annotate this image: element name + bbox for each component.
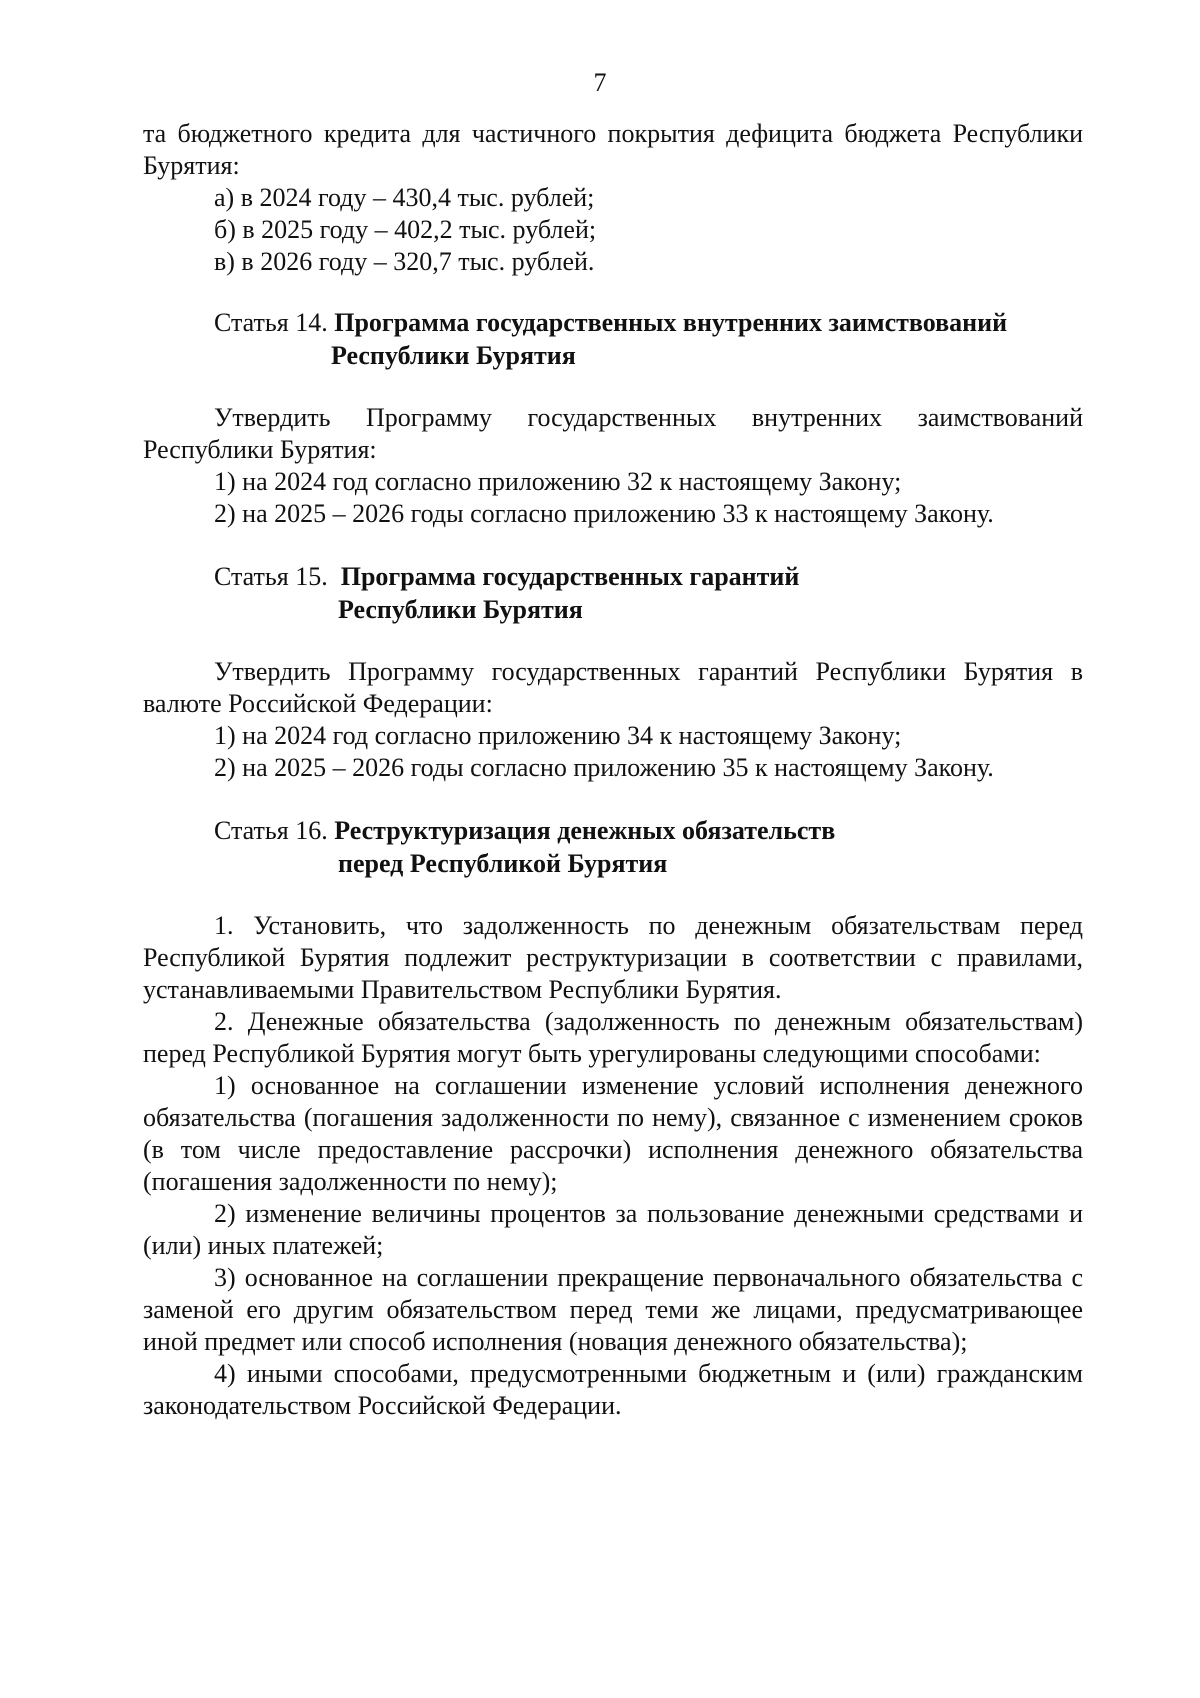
article-15-title-line1: Программа государственных гарантий xyxy=(340,562,800,591)
article-14-item-1: 1) на 2024 год согласно приложению 32 к настоящему Закону; xyxy=(214,467,902,496)
article-14-heading xyxy=(143,306,1083,372)
article-16-paragraph-2: 2. Денежные обязательства (задолженность по денежным обязательствам) перед Республикой Бурятия могут быть урегулированы следующими способами: xyxy=(143,1007,1083,1068)
article-15-item-1: 1) на 2024 год согласно приложению 34 к настоящему Закону; xyxy=(214,721,902,750)
article-16-paragraph-1: 1. Установить, что задолженность по денежным обязательствам перед Республикой Бурятия подлежит реструктуризации в соответствии с правилами, устанавливаемыми Правительством Республики Бурятия. xyxy=(143,911,1083,1004)
article-16-label: Статья 16. xyxy=(214,816,328,845)
article-14-title-line2: Республики Бурятия xyxy=(331,341,576,370)
document-body xyxy=(143,118,1083,1422)
intro-item-c: в) в 2026 году – 320,7 тыс. рублей. xyxy=(214,247,595,276)
article-16-method-3: 3) основанное на соглашении прекращение первоначального обязательства с заменой его другим обязательством перед теми же лицами, предусматривающее иной предмет или способ исполнения (новация денежного обязательства); xyxy=(143,1263,1083,1356)
article-15-body: Утвердить Программу государственных гарантий Республики Бурятия в валюте Российской Федерации: xyxy=(143,657,1083,718)
article-16-method-4: 4) иными способами, предусмотренными бюджетным и (или) гражданским законодательством Российской Федерации. xyxy=(143,1359,1083,1420)
article-14-body: Утвердить Программу государственных внутренних заимствований Республики Бурятия: xyxy=(143,403,1083,464)
article-15-label: Статья 15. xyxy=(214,562,328,591)
article-15-item-2: 2) на 2025 – 2026 годы согласно приложению 35 к настоящему Закону. xyxy=(214,753,994,782)
article-14-title-line1: Программа государственных внутренних заимствований xyxy=(334,308,1008,337)
article-15-heading xyxy=(143,560,1083,626)
intro-item-b: б) в 2025 году – 402,2 тыс. рублей; xyxy=(214,215,597,244)
article-16-heading xyxy=(143,814,1083,880)
article-16-title-line2: перед Республикой Бурятия xyxy=(338,849,668,878)
article-14-item-2: 2) на 2025 – 2026 годы согласно приложению 33 к настоящему Закону. xyxy=(214,499,994,528)
article-16-method-1: 1) основанное на соглашении изменение условий исполнения денежного обязательства (погашения задолженности по нему), связанное с изменением сроков (в том числе предоставление рассрочки) исполнения денежного обязательства (погашения задолженности по нему); xyxy=(143,1071,1083,1196)
article-14-label: Статья 14. xyxy=(214,308,328,337)
intro-paragraph: та бюджетного кредита для частичного покрытия дефицита бюджета Республики Бурятия: xyxy=(143,119,1083,180)
article-15-title-line2: Республики Бурятия xyxy=(338,595,583,624)
article-16-title-line1: Реструктуризация денежных обязательств xyxy=(334,816,836,845)
article-16-method-2: 2) изменение величины процентов за пользование денежными средствами и (или) иных платежей; xyxy=(143,1199,1083,1260)
intro-item-a: а) в 2024 году – 430,4 тыс. рублей; xyxy=(214,183,595,212)
page-number: 7 xyxy=(593,68,607,97)
